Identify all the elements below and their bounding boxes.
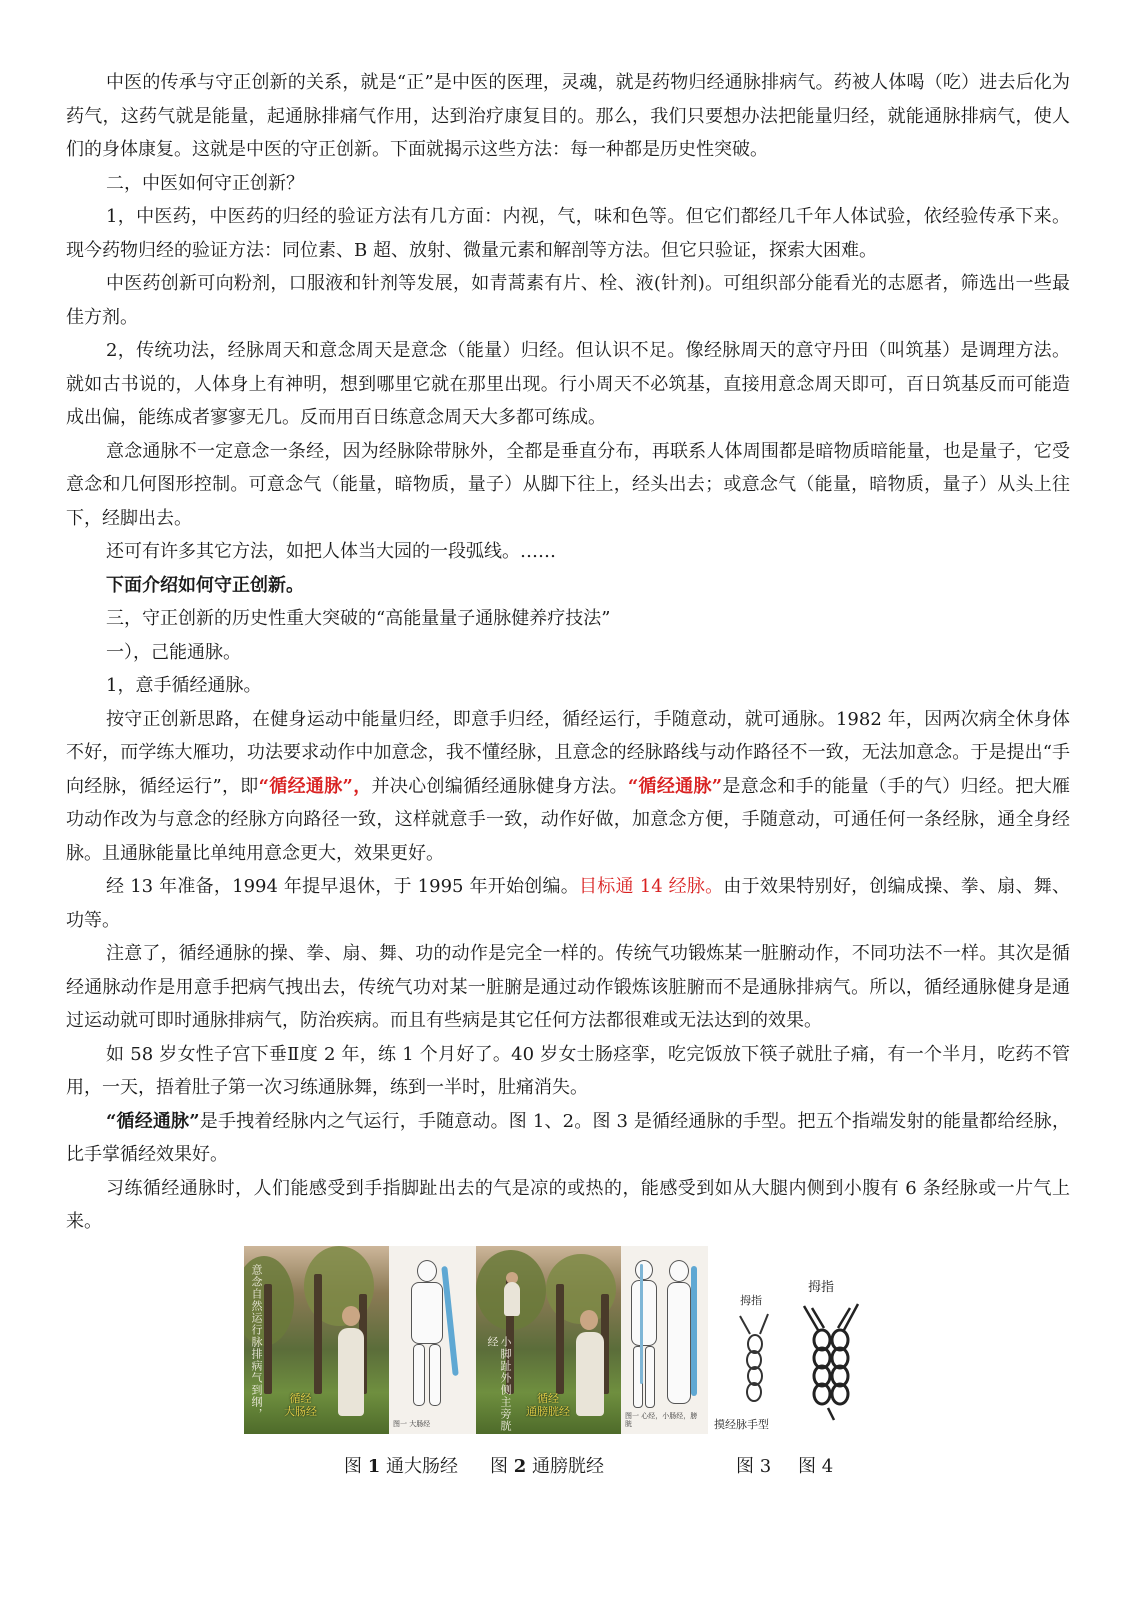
figure-1-caption: 图 1 通大肠经 — [344, 1456, 458, 1477]
paragraph-p4-segment: 中医药创新可向粉剂，口服液和针剂等发展，如青蒿素有片、栓、液(针剂)。可组织部分能看光的志愿者，筛选出一些最佳方剂。 — [66, 273, 1070, 328]
figure-1-vertical-text: 意念自然运行脉排病气到纲， — [250, 1264, 263, 1420]
paragraph-p10-segment: 一），己能通脉。 — [106, 641, 241, 663]
figure-1-chart-note: 图一 大肠经 — [393, 1420, 431, 1428]
figure-2-overlay-caption: 循经 通膀胱经 — [526, 1392, 570, 1418]
paragraph-p17 — [66, 1172, 1070, 1239]
figure-2-caption: 图 2 通膀胱经 — [490, 1456, 604, 1477]
paragraph-p8-segment: 下面介绍如何守正创新。 — [106, 574, 304, 596]
paragraph-p11 — [66, 669, 1070, 703]
paragraph-p15-segment: 如 58 岁女性子宫下垂Ⅱ度 2 年，练 1 个月好了。40 岁女士肠痉挛，吃完饭放下筷子就肚子痛，有一个半月，吃药不管用，一天，捂着肚子第一次习练通脉舞，练到一半时，肚痛消失。 — [66, 1043, 1070, 1098]
paragraph-p12-segment: 是意念和手的能量（手的气）归经。把大雁功动作改为与意念的经脉方向路径一致，这样就意手一致，动作好做，加意念方便，手随意动，可通任何一条经脉，通全身经脉。且通脉能量比单纯用意念更大，效果更好。 — [66, 775, 1071, 864]
figure-4-caption: 图 4 — [798, 1456, 834, 1477]
paragraph-p7-segment: 还可有许多其它方法，如把人体当大园的一段弧线。…… — [106, 541, 556, 562]
figure-3-thumb-label: 拇指 — [740, 1294, 762, 1307]
paragraph-p16 — [66, 1105, 1070, 1172]
figure-captions — [0, 1452, 1130, 1482]
document-body — [66, 66, 1070, 1239]
paragraph-p9 — [66, 602, 1070, 636]
paragraph-p12 — [66, 703, 1070, 871]
paragraph-p7 — [66, 535, 1070, 569]
paragraph-p16-segment: 是手拽着经脉内之气运行，手随意动。图 1、2。图 3 是循经通脉的手型。把五个指端发射的能量都给经脉，比手掌循经效果好。 — [66, 1110, 1070, 1165]
paragraph-p1-segment: 中医的传承与守正创新的关系，就是“正”是中医的医理，灵魂，就是药物归经通脉排病气。药被人体喝（吃）进去后化为药气，这药气就是能量，起通脉排痛气作用，达到治疗康复目的。那么，我们只要想办法把能量归经，就能通脉排病气，使人们的身体康复。这就是中医的守正创新。下面就揭示这些方法：每一种都是历史性突破。 — [66, 72, 1070, 160]
hand-shape-icon — [720, 1304, 790, 1414]
figure-2-chart-note: 图一 心经，小肠经，膀胱 — [625, 1412, 698, 1428]
figure-4-hand-shape — [798, 1280, 864, 1434]
paragraph-p2 — [66, 167, 1070, 201]
paragraph-p16-segment: “循经通脉” — [106, 1110, 200, 1132]
paragraph-p8 — [66, 569, 1070, 603]
paragraph-p3-segment: 1，中医药，中医药的归经的验证方法有几方面：内视，气，味和色等。但它们都经几千年人体试验，依经验传承下来。现今药物归经的验证方法：同位素、B 超、放射、微量元素和解剖等方法。但它只验证，探索大困难。 — [66, 206, 1070, 261]
figure-1-image — [244, 1246, 476, 1434]
paragraph-p15 — [66, 1038, 1070, 1105]
paragraph-p10 — [66, 636, 1070, 670]
paragraph-p13-segment: 由于效果特别好，创编成操、拳、扇、舞、功等。 — [66, 876, 1070, 931]
figure-2-vertical-text: 小脚趾外侧主旁胱经 — [486, 1336, 512, 1432]
figure-2-image — [476, 1246, 708, 1434]
paragraph-p5 — [66, 334, 1070, 435]
figure-row — [244, 1246, 864, 1436]
paragraph-p13 — [66, 870, 1070, 937]
figure-2-meridian-chart — [621, 1246, 708, 1434]
figure-1-photo — [244, 1246, 389, 1434]
figure-3-hand-shape — [714, 1294, 790, 1434]
figure-2-photo — [476, 1246, 621, 1434]
paragraph-p12-segment: “循经通脉” — [627, 775, 723, 797]
figure-1-overlay-caption: 循经 大肠经 — [284, 1392, 317, 1418]
paragraph-p13-segment: 经 13 年准备，1994 年提早退休，于 1995 年开始创编。 — [106, 876, 579, 897]
paragraph-p3 — [66, 200, 1070, 267]
double-hand-shape-icon — [798, 1296, 864, 1426]
paragraph-p5-segment: 2，传统功法，经脉周天和意念周天是意念（能量）归经。但认识不足。像经脉周天的意守丹田（叫筑基）是调理方法。就如古书说的，人体身上有神明，想到哪里它就在那里出现。行小周天不必筑基，直接用意念周天即可，百日筑基反而可能造成出偏，能练成者寥寥无几。反而用百日练意念周天大多都可练成。 — [66, 340, 1070, 428]
paragraph-p9-segment: 三，守正创新的历史性重大突破的“高能量量子通脉健养疗技法” — [106, 608, 611, 629]
paragraph-p1 — [66, 66, 1070, 167]
figure-4-thumb-label: 拇指 — [808, 1280, 835, 1295]
paragraph-p12-segment: 按守正创新思路，在健身运动中能量归经，即意手归经，循经运行，手随意动，就可通脉。1982 年，因两次病全休身体不好，而学练大雁功，功法要求动作中加意念，我不懂经脉，且意念的经脉路线与动作路径不一致，无法加意念。于是提出“手向经脉，循经运行”，即 — [66, 708, 1070, 797]
paragraph-p14 — [66, 937, 1070, 1038]
paragraph-p11-segment: 1，意手循经通脉。 — [106, 675, 262, 696]
figure-1-meridian-chart — [389, 1246, 476, 1434]
paragraph-p6 — [66, 435, 1070, 536]
paragraph-p2-segment: 二，中医如何守正创新？ — [106, 172, 304, 194]
paragraph-p12-segment: “循经通脉”， — [258, 775, 372, 797]
paragraph-p6-segment: 意念通脉不一定意念一条经，因为经脉除带脉外，全都是垂直分布，再联系人体周围都是暗物质暗能量，也是量子，它受意念和几何图形控制。可意念气（能量，暗物质，量子）从脚下往上，经头出去；或意念气（能量，暗物质，量子）从头上往下，经脚出去。 — [66, 440, 1070, 529]
paragraph-p13-segment: 目标通 14 经脉。 — [579, 876, 724, 897]
figure-3-label: 摸经脉手型 — [714, 1418, 769, 1431]
paragraph-p17-segment: 习练循经通脉时，人们能感受到手指脚趾出去的气是凉的或热的，能感受到如从大腿内侧到小腹有 6 条经脉或一片气上来。 — [66, 1177, 1070, 1232]
paragraph-p4 — [66, 267, 1070, 334]
paragraph-p12-segment: 并决心创编循经通脉健身方法。 — [371, 775, 628, 797]
paragraph-p14-segment: 注意了，循经通脉的操、拳、扇、舞、功的动作是完全一样的。传统气功锻炼某一脏腑动作，不同功法不一样。其次是循经通脉动作是用意手把病气拽出去，传统气功对某一脏腑是通过动作锻炼该脏腑而不是通脉排病气。所以，循经通脉健身是通过运动就可即时通脉排病气，防治疾病。而且有些病是其它任何方法都很难或无法达到的效果。 — [66, 943, 1070, 1031]
figure-3-caption: 图 3 — [736, 1456, 772, 1477]
